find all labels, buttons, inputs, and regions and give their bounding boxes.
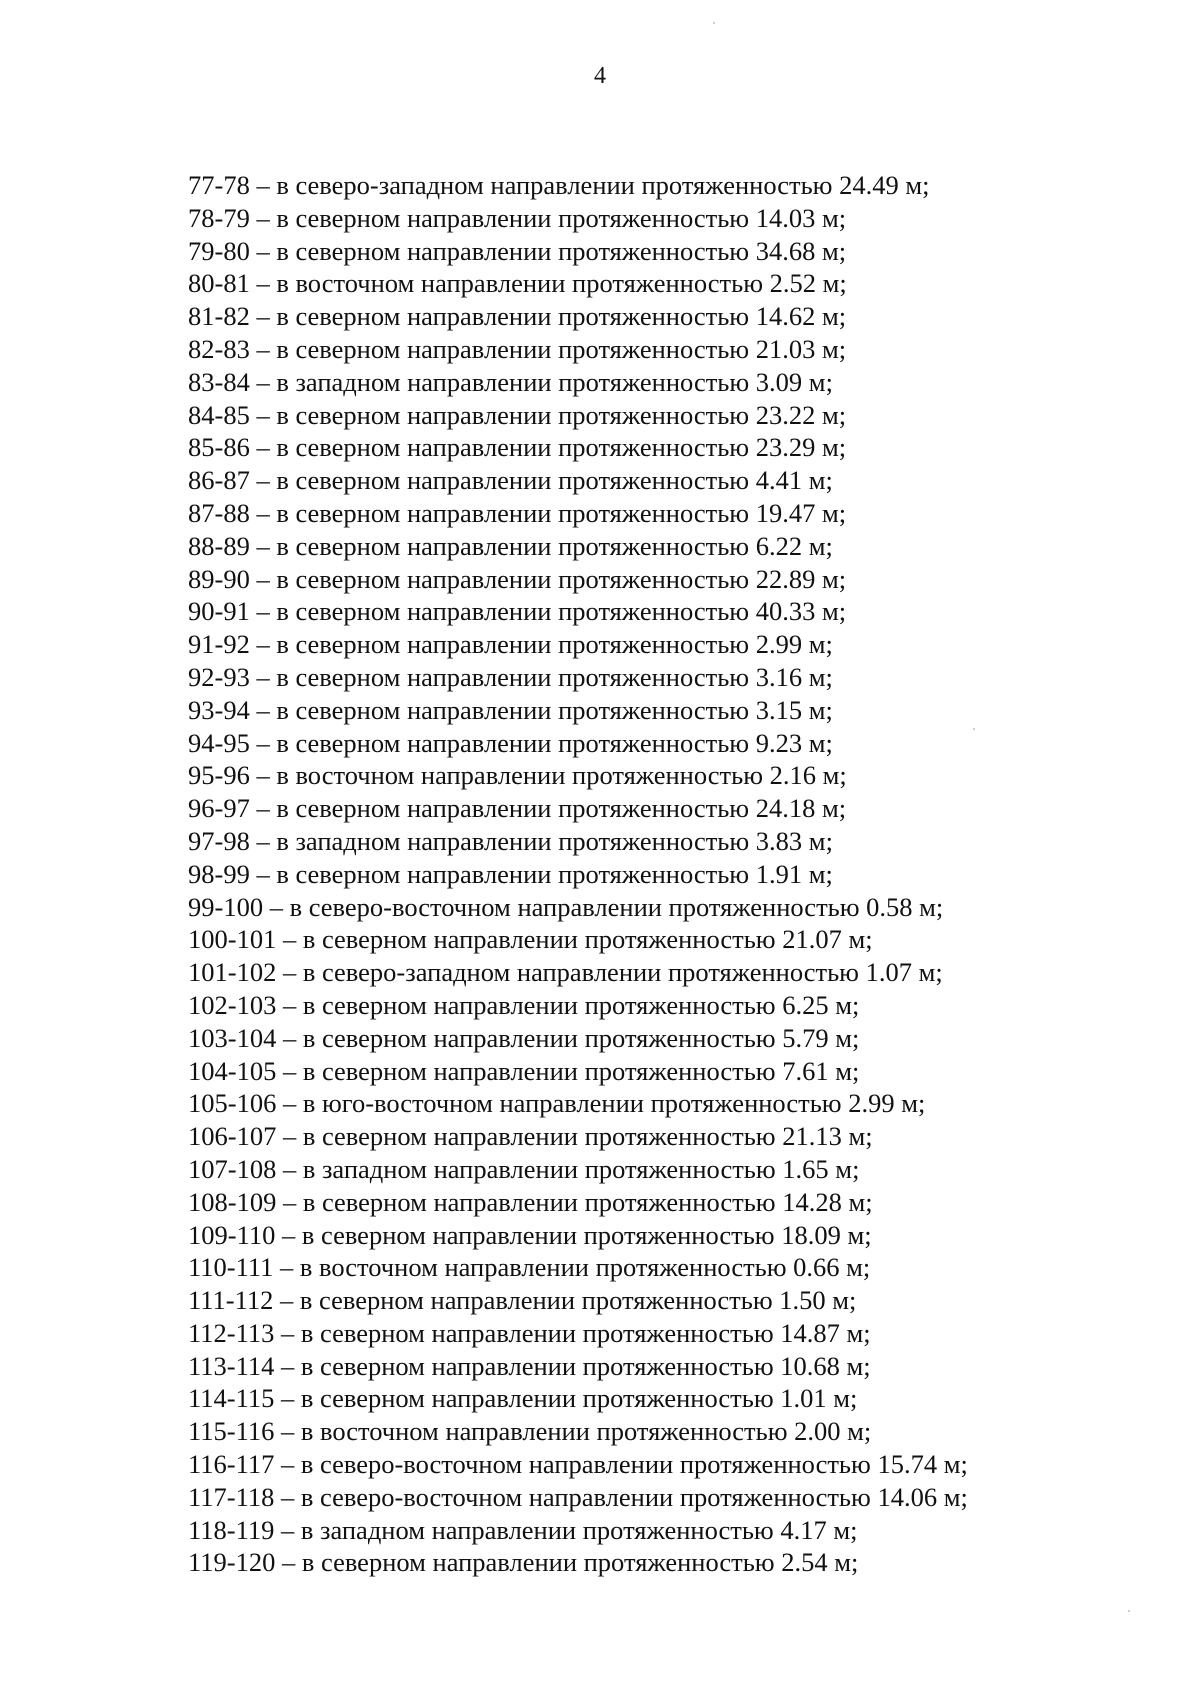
segment-line: 111-112 – в северном направлении протяженностью 1.50 м;: [188, 1285, 857, 1316]
segment-line: 91-92 – в северном направлении протяженностью 2.99 м;: [188, 629, 833, 660]
segment-line: 77-78 – в северо-западном направлении протяженностью 24.49 м;: [188, 170, 930, 200]
segment-line: 87-88 – в северном направлении протяженностью 19.47 м;: [188, 497, 847, 528]
segment-line: 86-87 – в северном направлении протяженностью 4.41 м;: [188, 465, 833, 496]
segment-line: 112-113 – в северном направлении протяженностью 14.87 м;: [188, 1317, 871, 1348]
segment-line: 78-79 – в северном направлении протяженностью 14.03 м;: [188, 202, 847, 233]
segment-line: 100-101 – в северном направлении протяженностью 21.07 м;: [188, 924, 873, 955]
segment-line: 83-84 – в западном направлении протяженностью 3.09 м;: [188, 366, 833, 397]
segment-line: 119-120 – в северном направлении протяженностью 2.54 м;: [188, 1547, 859, 1578]
segment-line: 115-116 – в восточном направлении протяженностью 2.00 м;: [188, 1416, 872, 1447]
segment-line: 96-97 – в северном направлении протяженностью 24.18 м;: [188, 793, 847, 824]
segment-line: 104-105 – в северном направлении протяженностью 7.61 м;: [188, 1055, 860, 1086]
page-number: 4: [594, 63, 606, 89]
segment-line: 105-106 – в юго-восточном направлении протяженностью 2.99 м;: [188, 1088, 926, 1119]
segment-line: 116-117 – в северо-восточном направлении протяженностью 15.74 м;: [188, 1449, 968, 1480]
segment-line: 81-82 – в северном направлении протяженностью 14.62 м;: [188, 301, 847, 332]
segment-line: 85-86 – в северном направлении протяженностью 23.29 м;: [188, 432, 847, 463]
segment-line: 90-91 – в северном направлении протяженностью 40.33 м;: [188, 596, 847, 627]
segment-line: 79-80 – в северном направлении протяженностью 34.68 м;: [188, 235, 847, 266]
segment-line: 108-109 – в северном направлении протяженностью 14.28 м;: [188, 1186, 873, 1217]
segment-line: 110-111 – в восточном направлении протяженностью 0.66 м;: [188, 1252, 871, 1283]
segment-line: 102-103 – в северном направлении протяженностью 6.25 м;: [188, 989, 860, 1020]
segment-line: 92-93 – в северном направлении протяженностью 3.16 м;: [188, 661, 833, 692]
segment-line: 99-100 – в северо-восточном направлении протяженностью 0.58 м;: [188, 891, 944, 922]
segment-line: 98-99 – в северном направлении протяженностью 1.91 м;: [188, 858, 833, 889]
segment-line: 80-81 – в восточном направлении протяженностью 2.52 м;: [188, 268, 847, 299]
segment-line: 97-98 – в западном направлении протяженностью 3.83 м;: [188, 825, 833, 856]
segment-line: 107-108 – в западном направлении протяженностью 1.65 м;: [188, 1153, 860, 1184]
segment-line: 89-90 – в северном направлении протяженностью 22.89 м;: [188, 563, 847, 594]
segment-line: 95-96 – в восточном направлении протяженностью 2.16 м;: [188, 760, 847, 791]
segment-line: 106-107 – в северном направлении протяженностью 21.13 м;: [188, 1121, 873, 1152]
segment-line: 109-110 – в северном направлении протяженностью 18.09 м;: [188, 1219, 872, 1250]
boundary-segment-list: [188, 169, 1168, 1579]
segment-line: 93-94 – в северном направлении протяженностью 3.15 м;: [188, 694, 833, 725]
segment-line: 118-119 – в западном направлении протяженностью 4.17 м;: [188, 1514, 858, 1545]
segment-line: 88-89 – в северном направлении протяженностью 6.22 м;: [188, 530, 833, 561]
segment-line: 114-115 – в северном направлении протяженностью 1.01 м;: [188, 1383, 858, 1414]
segment-line: 101-102 – в северо-западном направлении протяженностью 1.07 м;: [188, 957, 943, 988]
segment-line: 103-104 – в северном направлении протяженностью 5.79 м;: [188, 1022, 860, 1053]
segment-line: 94-95 – в северном направлении протяженностью 9.23 м;: [188, 727, 833, 758]
scan-speck: [973, 728, 975, 730]
scan-speck: [713, 22, 715, 24]
segment-line: 117-118 – в северо-восточном направлении протяженностью 14.06 м;: [188, 1481, 968, 1512]
segment-line: 82-83 – в северном направлении протяженностью 21.03 м;: [188, 333, 847, 364]
segment-line: 84-85 – в северном направлении протяженностью 23.22 м;: [188, 399, 847, 430]
scan-speck: [1128, 1610, 1130, 1612]
segment-line: 113-114 – в северном направлении протяженностью 10.68 м;: [188, 1350, 871, 1381]
